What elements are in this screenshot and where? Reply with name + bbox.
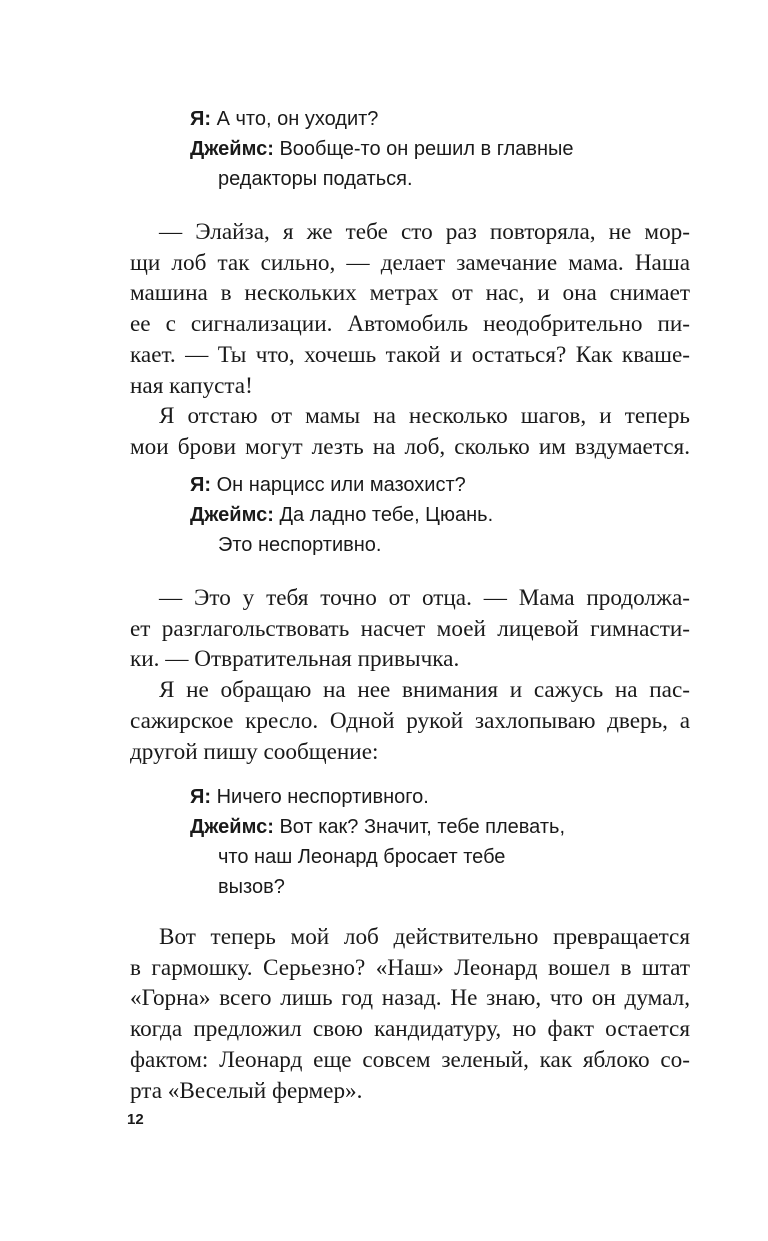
chat-text-continued: вызов? [218, 876, 285, 898]
text-line: фактом: Леонард еще совсем зеленый, как яблоко со- [130, 1046, 690, 1073]
chat-text: Ничего неспортивного. [216, 786, 429, 808]
chat-text: А что, он уходит? [216, 108, 379, 130]
text-line: другой пишу сообщение: [130, 738, 379, 765]
text-line: Я не обращаю на нее внимания и сажусь на пас- [159, 677, 690, 704]
prose-block-3 [130, 922, 690, 1106]
text-line: «Горна» всего лишь год назад. Не знаю, что он думал, [130, 985, 690, 1012]
chat-message [190, 134, 574, 164]
chat-speaker: Джеймс: [190, 504, 274, 526]
chat-speaker: Джеймс: [190, 138, 274, 160]
chat-message [190, 782, 565, 812]
text-line: в гармошку. Серьезно? «Наш» Леонард вошел в штат [130, 954, 690, 981]
chat-text-continued: Это неспортивно. [218, 534, 382, 556]
chat-speaker: Я: [190, 786, 212, 808]
chat-text-continued: редакторы податься. [218, 168, 413, 190]
chat-text-continued: что наш Леонард бросает тебе [218, 846, 506, 868]
text-line: — Элайза, я же тебе сто раз повторяла, не мор- [159, 219, 690, 245]
text-line: кает. — Ты что, хочешь такой и остаться? Как кваше- [130, 341, 690, 368]
chat-text: Он нарцисс или мазохист? [216, 474, 466, 496]
chat-block-2 [190, 470, 493, 560]
chat-message [190, 104, 574, 134]
chat-speaker: Я: [190, 474, 212, 496]
text-line: ная капуста! [130, 372, 253, 399]
text-line: сажирское кресло. Одной рукой захлопываю дверь, а [130, 707, 690, 734]
text-line: ет разглагольствовать насчет моей лицевой гимнасти- [130, 615, 690, 642]
chat-message [190, 500, 493, 530]
prose-block-1 [130, 217, 690, 463]
page-number: 12 [127, 1111, 144, 1128]
chat-speaker: Джеймс: [190, 816, 274, 838]
chat-text: Да ладно тебе, Цюань. [279, 504, 494, 526]
text-line: — Это у тебя точно от отца. — Мама продолжа- [159, 585, 690, 611]
text-line: щи лоб так сильно, — делает замечание мама. Наша [130, 249, 690, 276]
prose-block-2 [130, 583, 690, 767]
text-line: Я отстаю от мамы на несколько шагов, и теперь [159, 403, 690, 430]
chat-text: Вообще-то он решил в главные [279, 138, 574, 160]
text-line: когда предложил свою кандидатуру, но факт остается [130, 1016, 690, 1043]
chat-speaker: Я: [190, 108, 212, 130]
chat-message [190, 812, 565, 842]
text-line: машина в нескольких метрах от нас, и она снимает [130, 280, 690, 307]
text-line: рта «Веселый фермер». [130, 1077, 363, 1104]
chat-block-3 [190, 782, 565, 902]
text-line: мои брови могут лезть на лоб, сколько им вздумается. [130, 433, 690, 460]
text-line: ее с сигнализации. Автомобиль неодобрительно пи- [130, 311, 690, 338]
chat-text: Вот как? Значит, тебе плевать, [279, 816, 565, 838]
chat-message [190, 470, 493, 500]
text-line: Вот теперь мой лоб действительно превращается [159, 924, 690, 950]
chat-block-1 [190, 104, 574, 194]
text-line: ки. — Отвратительная привычка. [130, 646, 460, 673]
